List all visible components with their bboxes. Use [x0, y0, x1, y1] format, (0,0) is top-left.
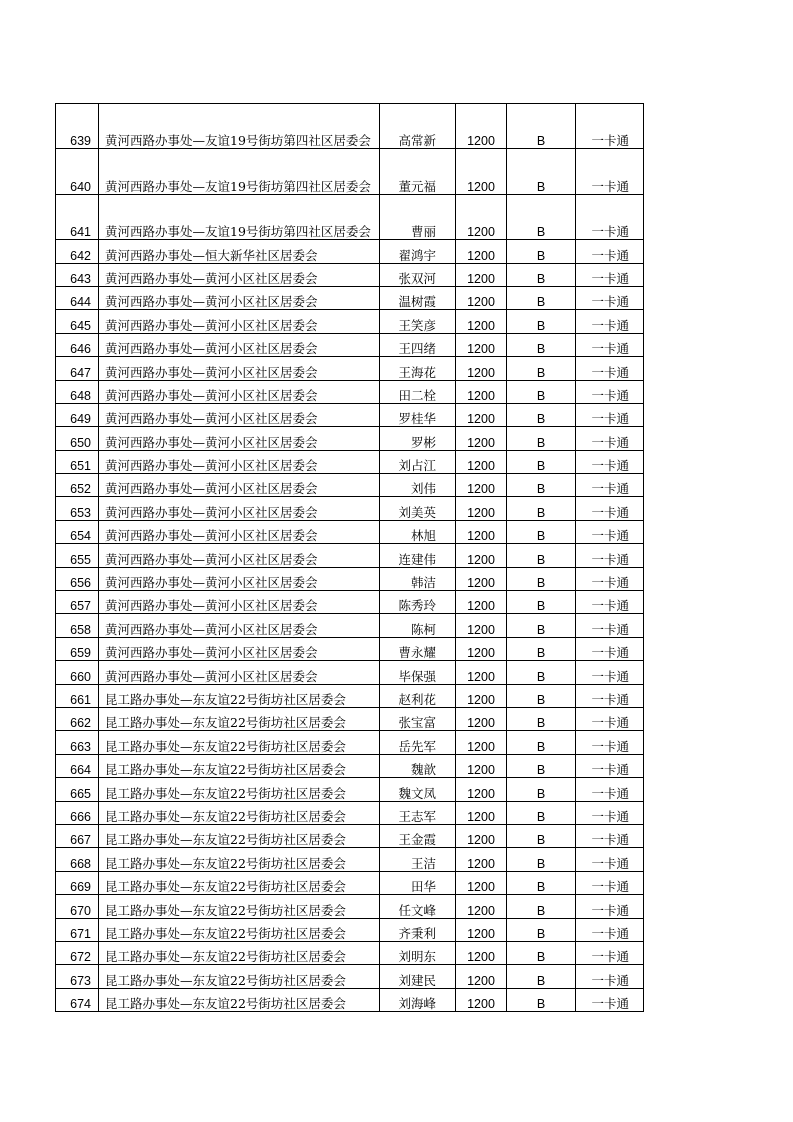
amount-cell: 1200 — [456, 988, 507, 1011]
amount-cell: 1200 — [456, 684, 507, 707]
payment-method-cell: 一卡通 — [576, 637, 644, 660]
row-number-cell: 640 — [56, 149, 99, 194]
table-row — [56, 263, 644, 286]
person-name-cell: 刘建民 — [380, 965, 456, 988]
amount-cell: 1200 — [456, 520, 507, 543]
row-number-cell: 658 — [56, 614, 99, 637]
row-number-cell: 644 — [56, 286, 99, 309]
payment-method-cell: 一卡通 — [576, 918, 644, 941]
amount-cell: 1200 — [456, 778, 507, 801]
table-row — [56, 754, 644, 777]
person-name-cell: 毕保强 — [380, 661, 456, 684]
grade-cell: B — [507, 474, 576, 497]
table-row — [56, 380, 644, 403]
community-unit-cell: 昆工路办事处—东友谊22号街坊社区居委会 — [99, 941, 380, 964]
amount-cell: 1200 — [456, 801, 507, 824]
person-name-cell: 王志军 — [380, 801, 456, 824]
person-name-cell: 王海花 — [380, 357, 456, 380]
person-name-cell: 连建伟 — [380, 544, 456, 567]
grade-cell: B — [507, 240, 576, 263]
grade-cell: B — [507, 591, 576, 614]
grade-cell: B — [507, 614, 576, 637]
row-number-cell: 645 — [56, 310, 99, 333]
community-unit-cell: 黄河西路办事处—黄河小区社区居委会 — [99, 403, 380, 426]
grade-cell: B — [507, 520, 576, 543]
table-row — [56, 149, 644, 194]
community-unit-cell: 黄河西路办事处—黄河小区社区居委会 — [99, 474, 380, 497]
amount-cell: 1200 — [456, 104, 507, 149]
community-unit-cell: 黄河西路办事处—黄河小区社区居委会 — [99, 520, 380, 543]
person-name-cell: 岳先军 — [380, 731, 456, 754]
row-number-cell: 659 — [56, 637, 99, 660]
grade-cell: B — [507, 895, 576, 918]
person-name-cell: 刘占江 — [380, 450, 456, 473]
row-number-cell: 661 — [56, 684, 99, 707]
payment-method-cell: 一卡通 — [576, 567, 644, 590]
row-number-cell: 665 — [56, 778, 99, 801]
row-number-cell: 651 — [56, 450, 99, 473]
person-name-cell: 刘海峰 — [380, 988, 456, 1011]
grade-cell: B — [507, 801, 576, 824]
community-unit-cell: 黄河西路办事处—黄河小区社区居委会 — [99, 333, 380, 356]
person-name-cell: 刘美英 — [380, 497, 456, 520]
community-unit-cell: 昆工路办事处—东友谊22号街坊社区居委会 — [99, 918, 380, 941]
person-name-cell: 罗彬 — [380, 427, 456, 450]
community-unit-cell: 黄河西路办事处—黄河小区社区居委会 — [99, 380, 380, 403]
grade-cell: B — [507, 871, 576, 894]
row-number-cell: 666 — [56, 801, 99, 824]
table-row — [56, 661, 644, 684]
amount-cell: 1200 — [456, 194, 507, 239]
payment-method-cell: 一卡通 — [576, 801, 644, 824]
amount-cell: 1200 — [456, 474, 507, 497]
table-row — [56, 403, 644, 426]
community-unit-cell: 黄河西路办事处—黄河小区社区居委会 — [99, 310, 380, 333]
person-name-cell: 董元福 — [380, 149, 456, 194]
grade-cell: B — [507, 918, 576, 941]
row-number-cell: 660 — [56, 661, 99, 684]
grade-cell: B — [507, 707, 576, 730]
row-number-cell: 642 — [56, 240, 99, 263]
person-name-cell: 魏歆 — [380, 754, 456, 777]
table-row — [56, 637, 644, 660]
payment-method-cell: 一卡通 — [576, 450, 644, 473]
community-unit-cell: 黄河西路办事处—恒大新华社区居委会 — [99, 240, 380, 263]
community-unit-cell: 昆工路办事处—东友谊22号街坊社区居委会 — [99, 871, 380, 894]
payment-method-cell: 一卡通 — [576, 754, 644, 777]
row-number-cell: 653 — [56, 497, 99, 520]
row-number-cell: 664 — [56, 754, 99, 777]
community-unit-cell: 昆工路办事处—东友谊22号街坊社区居委会 — [99, 707, 380, 730]
payment-method-cell: 一卡通 — [576, 988, 644, 1011]
table-row — [56, 194, 644, 239]
payment-method-cell: 一卡通 — [576, 104, 644, 149]
community-unit-cell: 黄河西路办事处—黄河小区社区居委会 — [99, 567, 380, 590]
community-unit-cell: 黄河西路办事处—黄河小区社区居委会 — [99, 450, 380, 473]
payment-method-cell: 一卡通 — [576, 194, 644, 239]
row-number-cell: 667 — [56, 824, 99, 847]
row-number-cell: 649 — [56, 403, 99, 426]
payment-method-cell: 一卡通 — [576, 895, 644, 918]
grade-cell: B — [507, 731, 576, 754]
amount-cell: 1200 — [456, 707, 507, 730]
person-name-cell: 田华 — [380, 871, 456, 894]
payment-method-cell: 一卡通 — [576, 263, 644, 286]
amount-cell: 1200 — [456, 754, 507, 777]
payment-method-cell: 一卡通 — [576, 497, 644, 520]
payment-method-cell: 一卡通 — [576, 707, 644, 730]
grade-cell: B — [507, 848, 576, 871]
person-name-cell: 王四绪 — [380, 333, 456, 356]
amount-cell: 1200 — [456, 286, 507, 309]
community-unit-cell: 黄河西路办事处—黄河小区社区居委会 — [99, 614, 380, 637]
row-number-cell: 656 — [56, 567, 99, 590]
grade-cell: B — [507, 357, 576, 380]
row-number-cell: 672 — [56, 941, 99, 964]
payment-method-cell: 一卡通 — [576, 684, 644, 707]
person-name-cell: 赵利花 — [380, 684, 456, 707]
row-number-cell: 648 — [56, 380, 99, 403]
table-row — [56, 731, 644, 754]
grade-cell: B — [507, 988, 576, 1011]
amount-cell: 1200 — [456, 824, 507, 847]
payment-method-cell: 一卡通 — [576, 149, 644, 194]
grade-cell: B — [507, 194, 576, 239]
row-number-cell: 674 — [56, 988, 99, 1011]
community-unit-cell: 昆工路办事处—东友谊22号街坊社区居委会 — [99, 684, 380, 707]
grade-cell: B — [507, 824, 576, 847]
amount-cell: 1200 — [456, 149, 507, 194]
person-name-cell: 翟鸿宇 — [380, 240, 456, 263]
row-number-cell: 647 — [56, 357, 99, 380]
grade-cell: B — [507, 684, 576, 707]
row-number-cell: 671 — [56, 918, 99, 941]
table-row — [56, 801, 644, 824]
table-row — [56, 707, 644, 730]
person-name-cell: 刘伟 — [380, 474, 456, 497]
amount-cell: 1200 — [456, 614, 507, 637]
payment-method-cell: 一卡通 — [576, 310, 644, 333]
table-row — [56, 918, 644, 941]
amount-cell: 1200 — [456, 661, 507, 684]
row-number-cell: 655 — [56, 544, 99, 567]
person-name-cell: 齐秉利 — [380, 918, 456, 941]
community-unit-cell: 昆工路办事处—东友谊22号街坊社区居委会 — [99, 848, 380, 871]
person-name-cell: 刘明东 — [380, 941, 456, 964]
amount-cell: 1200 — [456, 427, 507, 450]
grade-cell: B — [507, 450, 576, 473]
row-number-cell: 650 — [56, 427, 99, 450]
amount-cell: 1200 — [456, 357, 507, 380]
table-row — [56, 310, 644, 333]
row-number-cell: 669 — [56, 871, 99, 894]
payment-method-cell: 一卡通 — [576, 286, 644, 309]
table-row — [56, 848, 644, 871]
community-unit-cell: 黄河西路办事处—友谊19号街坊第四社区居委会 — [99, 104, 380, 149]
table-row — [56, 357, 644, 380]
amount-cell: 1200 — [456, 965, 507, 988]
community-unit-cell: 黄河西路办事处—黄河小区社区居委会 — [99, 637, 380, 660]
amount-cell: 1200 — [456, 871, 507, 894]
subsidy-roster-table — [55, 103, 644, 1012]
table-row — [56, 871, 644, 894]
grade-cell: B — [507, 149, 576, 194]
row-number-cell: 654 — [56, 520, 99, 543]
person-name-cell: 张双河 — [380, 263, 456, 286]
row-number-cell: 662 — [56, 707, 99, 730]
grade-cell: B — [507, 403, 576, 426]
grade-cell: B — [507, 310, 576, 333]
payment-method-cell: 一卡通 — [576, 520, 644, 543]
payment-method-cell: 一卡通 — [576, 871, 644, 894]
community-unit-cell: 昆工路办事处—东友谊22号街坊社区居委会 — [99, 754, 380, 777]
community-unit-cell: 昆工路办事处—东友谊22号街坊社区居委会 — [99, 988, 380, 1011]
community-unit-cell: 昆工路办事处—东友谊22号街坊社区居委会 — [99, 965, 380, 988]
payment-method-cell: 一卡通 — [576, 848, 644, 871]
grade-cell: B — [507, 754, 576, 777]
table-row — [56, 591, 644, 614]
person-name-cell: 温树霞 — [380, 286, 456, 309]
amount-cell: 1200 — [456, 895, 507, 918]
community-unit-cell: 黄河西路办事处—黄河小区社区居委会 — [99, 286, 380, 309]
community-unit-cell: 黄河西路办事处—黄河小区社区居委会 — [99, 661, 380, 684]
payment-method-cell: 一卡通 — [576, 544, 644, 567]
grade-cell: B — [507, 380, 576, 403]
payment-method-cell: 一卡通 — [576, 965, 644, 988]
payment-method-cell: 一卡通 — [576, 474, 644, 497]
grade-cell: B — [507, 567, 576, 590]
table-row — [56, 333, 644, 356]
payment-method-cell: 一卡通 — [576, 380, 644, 403]
payment-method-cell: 一卡通 — [576, 941, 644, 964]
person-name-cell: 韩洁 — [380, 567, 456, 590]
person-name-cell: 张宝富 — [380, 707, 456, 730]
table-row — [56, 567, 644, 590]
payment-method-cell: 一卡通 — [576, 824, 644, 847]
row-number-cell: 657 — [56, 591, 99, 614]
amount-cell: 1200 — [456, 450, 507, 473]
community-unit-cell: 黄河西路办事处—友谊19号街坊第四社区居委会 — [99, 194, 380, 239]
community-unit-cell: 黄河西路办事处—友谊19号街坊第四社区居委会 — [99, 149, 380, 194]
row-number-cell: 641 — [56, 194, 99, 239]
amount-cell: 1200 — [456, 240, 507, 263]
grade-cell: B — [507, 544, 576, 567]
table-row — [56, 778, 644, 801]
table-row — [56, 895, 644, 918]
community-unit-cell: 黄河西路办事处—黄河小区社区居委会 — [99, 544, 380, 567]
person-name-cell: 罗桂华 — [380, 403, 456, 426]
table-row — [56, 614, 644, 637]
table-row — [56, 824, 644, 847]
community-unit-cell: 昆工路办事处—东友谊22号街坊社区居委会 — [99, 778, 380, 801]
table-row — [56, 684, 644, 707]
payment-method-cell: 一卡通 — [576, 333, 644, 356]
amount-cell: 1200 — [456, 591, 507, 614]
row-number-cell: 652 — [56, 474, 99, 497]
amount-cell: 1200 — [456, 731, 507, 754]
person-name-cell: 王金霞 — [380, 824, 456, 847]
payment-method-cell: 一卡通 — [576, 614, 644, 637]
person-name-cell: 陈柯 — [380, 614, 456, 637]
row-number-cell: 639 — [56, 104, 99, 149]
grade-cell: B — [507, 965, 576, 988]
amount-cell: 1200 — [456, 848, 507, 871]
payment-method-cell: 一卡通 — [576, 731, 644, 754]
community-unit-cell: 昆工路办事处—东友谊22号街坊社区居委会 — [99, 731, 380, 754]
person-name-cell: 王洁 — [380, 848, 456, 871]
community-unit-cell: 黄河西路办事处—黄河小区社区居委会 — [99, 427, 380, 450]
amount-cell: 1200 — [456, 403, 507, 426]
row-number-cell: 643 — [56, 263, 99, 286]
community-unit-cell: 黄河西路办事处—黄河小区社区居委会 — [99, 497, 380, 520]
row-number-cell: 673 — [56, 965, 99, 988]
payment-method-cell: 一卡通 — [576, 357, 644, 380]
table-row — [56, 286, 644, 309]
amount-cell: 1200 — [456, 544, 507, 567]
table-row — [56, 427, 644, 450]
amount-cell: 1200 — [456, 497, 507, 520]
amount-cell: 1200 — [456, 333, 507, 356]
payment-method-cell: 一卡通 — [576, 427, 644, 450]
community-unit-cell: 黄河西路办事处—黄河小区社区居委会 — [99, 263, 380, 286]
grade-cell: B — [507, 286, 576, 309]
amount-cell: 1200 — [456, 263, 507, 286]
table-row — [56, 544, 644, 567]
amount-cell: 1200 — [456, 918, 507, 941]
grade-cell: B — [507, 941, 576, 964]
person-name-cell: 王笑彦 — [380, 310, 456, 333]
payment-method-cell: 一卡通 — [576, 661, 644, 684]
table-row — [56, 941, 644, 964]
grade-cell: B — [507, 778, 576, 801]
community-unit-cell: 昆工路办事处—东友谊22号街坊社区居委会 — [99, 895, 380, 918]
grade-cell: B — [507, 427, 576, 450]
person-name-cell: 田二栓 — [380, 380, 456, 403]
table-row — [56, 520, 644, 543]
grade-cell: B — [507, 661, 576, 684]
table-body — [56, 104, 644, 1012]
table-row — [56, 474, 644, 497]
amount-cell: 1200 — [456, 380, 507, 403]
person-name-cell: 曹永耀 — [380, 637, 456, 660]
table-row — [56, 240, 644, 263]
grade-cell: B — [507, 637, 576, 660]
amount-cell: 1200 — [456, 567, 507, 590]
payment-method-cell: 一卡通 — [576, 403, 644, 426]
community-unit-cell: 昆工路办事处—东友谊22号街坊社区居委会 — [99, 801, 380, 824]
payment-method-cell: 一卡通 — [576, 778, 644, 801]
person-name-cell: 魏文凤 — [380, 778, 456, 801]
grade-cell: B — [507, 497, 576, 520]
amount-cell: 1200 — [456, 637, 507, 660]
table-row — [56, 104, 644, 149]
person-name-cell: 林旭 — [380, 520, 456, 543]
table-row — [56, 965, 644, 988]
community-unit-cell: 黄河西路办事处—黄河小区社区居委会 — [99, 591, 380, 614]
grade-cell: B — [507, 104, 576, 149]
grade-cell: B — [507, 263, 576, 286]
payment-method-cell: 一卡通 — [576, 240, 644, 263]
person-name-cell: 任文峰 — [380, 895, 456, 918]
community-unit-cell: 黄河西路办事处—黄河小区社区居委会 — [99, 357, 380, 380]
grade-cell: B — [507, 333, 576, 356]
row-number-cell: 668 — [56, 848, 99, 871]
person-name-cell: 陈秀玲 — [380, 591, 456, 614]
person-name-cell: 曹丽 — [380, 194, 456, 239]
community-unit-cell: 昆工路办事处—东友谊22号街坊社区居委会 — [99, 824, 380, 847]
row-number-cell: 646 — [56, 333, 99, 356]
payment-method-cell: 一卡通 — [576, 591, 644, 614]
person-name-cell: 高常新 — [380, 104, 456, 149]
amount-cell: 1200 — [456, 310, 507, 333]
table-row — [56, 450, 644, 473]
table-row — [56, 988, 644, 1011]
table-row — [56, 497, 644, 520]
row-number-cell: 670 — [56, 895, 99, 918]
amount-cell: 1200 — [456, 941, 507, 964]
row-number-cell: 663 — [56, 731, 99, 754]
